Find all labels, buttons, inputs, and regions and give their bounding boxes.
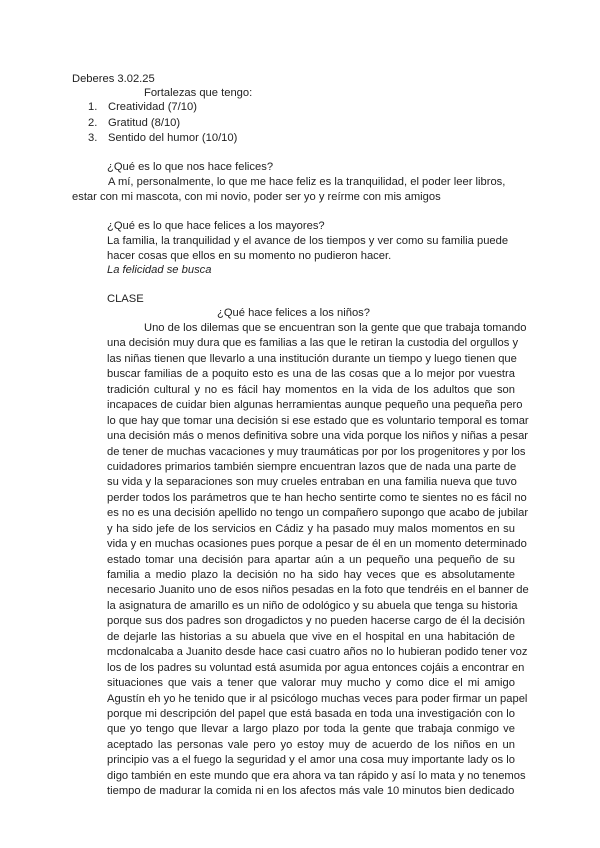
question-1: ¿Qué es lo que nos hace felices? (107, 161, 274, 173)
answer-2-italic: La felicidad se busca (107, 264, 212, 276)
doc-heading: Deberes 3.02.25 (72, 73, 155, 85)
list-text: Gratitud (8/10) (108, 116, 181, 129)
paragraph-line: de tener de muchas vacaciones y muy traumáticas por por los progenitores y por los (107, 445, 526, 458)
paragraph-line: lo que hay que tomar una decisión si ese estado que es voluntario temporal es tomar (107, 414, 529, 427)
question-2: ¿Qué es lo que hace felices a los mayores? (107, 220, 325, 232)
answer-1-line: A mí, personalmente, lo que me hace feliz es la tranquilidad, el poder leer libros, (108, 176, 506, 188)
strengths-list (88, 100, 237, 147)
paragraph-line: principio vas a el fuego la seguridad y el amor una cosa muy importante lady os lo (107, 754, 515, 767)
list-number: 2. (88, 116, 98, 129)
paragraph-line: de dejarle las historias a su abuela que vive en el hospital en una habitación de (107, 630, 515, 643)
paragraph-line: digo también en este mundo que era ahora va tan rápido y así lo mata y no tenemos (107, 769, 526, 782)
paragraph-line: una decisión más o menos definitiva sobre una vida porque los niños y niñas a pesar (107, 430, 529, 443)
list-item (88, 131, 237, 147)
paragraph-line: perder todos los parámetros que te han hecho sentirte como te sientes no es fácil no (107, 491, 527, 504)
paragraph-line: las niñas tienen que llevarlo a una institución durante un tiempo y luego tienen que (107, 352, 517, 365)
paragraph-line: es no es una decisión apellido no tengo un compañero supongo que acabo de jubilar (107, 507, 529, 520)
question-3: ¿Qué hace felices a los niños? (217, 307, 370, 319)
paragraph-line: porque mi descripción del papel que está basada en toda una investigación con lo (107, 707, 515, 720)
paragraph-line: los de los padres su voluntad está asumida por agua entonces cojáis a encontrar en (107, 661, 525, 674)
list-text: Creatividad (7/10) (108, 101, 197, 113)
paragraph-line: vida y en muchas ocasiones pues porque a pesar de él en un momento determinado (107, 538, 527, 551)
answer-1-line: estar con mi mascota, con mi novio, poder ser yo y reírme con mis amigos (72, 191, 441, 203)
paragraph-line: su vida y la separaciones son muy crueles entraban en una familia nueva que tuvo (107, 476, 517, 489)
list-number: 1. (88, 101, 98, 113)
paragraph-line: la asignatura de amarillo es un niño de odológico y su abuela que tenga su historia (107, 599, 518, 612)
paragraph-line: cuidadores primarios también siempre encuentran lazos que de nada una parte de (107, 460, 517, 473)
paragraph-line: tiempo de madurar la comida ni en los afectos más vale 10 minutos bien dedicado (107, 785, 515, 798)
paragraph-line: necesario Juanito uno de esos niños pesadas en la foto que tendréis en el banner de (107, 584, 529, 597)
clase-label: CLASE (107, 293, 144, 305)
strengths-title: Fortalezas que tengo: (144, 87, 253, 99)
paragraph-line: una decisión muy dura que es familias a las que le retiran la custodia del orgullos y (107, 337, 519, 350)
paragraph-line: aceptado las personas vale pero yo estoy muy de acuerdo de los niños en un (107, 738, 515, 751)
paragraph-line: Uno de los dilemas que se encuentran son la gente que que trabaja tomando (144, 322, 527, 334)
paragraph-line: situaciones que vais a tener que valorar muy mucho y como dice el mi amigo (107, 677, 515, 690)
list-item (88, 116, 237, 132)
paragraph-line: buscar familias de a poquito esto es una de las cosas que a lo mejor por vuestra (107, 368, 515, 381)
list-text: Sentido del humor (10/10) (108, 132, 238, 144)
paragraph-line: porque sus dos padres son drogadictos y no pueden hacerse cargo de él la decisión (107, 615, 525, 628)
list-number: 3. (88, 132, 98, 144)
paragraph-line: tradición cultural y no es fácil hay momentos en la vida de los adultos que son (107, 383, 515, 396)
paragraph-line: que yo tengo que llevar a largo plazo por toda la gente que trabaja conmigo ve (107, 723, 515, 736)
paragraph-line: y ha sido jefe de los servicios en Cádiz y ha pasado muy malos momentos en su (107, 522, 515, 535)
paragraph-line: estado tomar una decisión para apartar aún a un pequeño una pequeño de su (107, 553, 515, 566)
list-item (88, 100, 237, 116)
paragraph-line: familia a medio plazo la decisión no ha sido hay veces que es absolutamente (107, 569, 515, 581)
answer-2-line: hacer cosas que ellos en su momento no pudieron hacer. (107, 250, 392, 262)
paragraph-line: mcdonalcaba a Juanito desde hace casi cuatro años no lo hubieran podido tener voz (107, 646, 528, 659)
class-notes-paragraph (107, 321, 529, 800)
answer-2-line: La familia, la tranquilidad y el avance de los tiempos y ver como su familia puede (107, 235, 509, 247)
paragraph-line: Agustín eh yo he tenido que ir al psicólogo muchas veces para poder firmar un papel (107, 692, 528, 705)
paragraph-line: incapaces de cuidar bien algunas herramientas aunque pequeño una pequeña pero (107, 399, 523, 412)
